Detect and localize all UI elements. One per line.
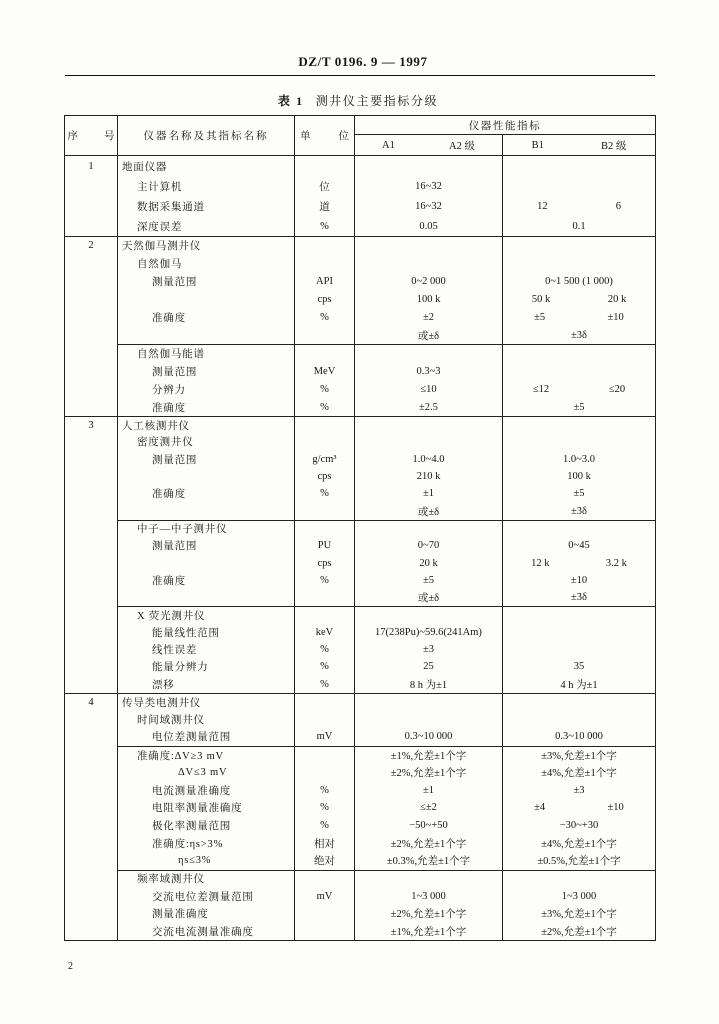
row-serial: [65, 658, 118, 675]
col-header-serial: 序号: [65, 116, 118, 155]
row-value-b: 1.0~3.0: [563, 453, 595, 465]
row-name: 能量线性范围: [118, 624, 295, 641]
row-unit: %: [295, 380, 355, 398]
row-unit: g/cm³: [295, 451, 355, 468]
row-name: 漂移: [118, 675, 295, 692]
row-value-a: 0~70: [355, 537, 503, 554]
row-value-a: ±2%,允差±1个字: [355, 905, 503, 923]
table-row: [65, 290, 655, 308]
row-value-b: 0~1 500 (1 000): [545, 275, 613, 287]
row-value-b: −30~+30: [559, 819, 599, 831]
row-value-b2: 20 k: [607, 293, 627, 305]
row-value-a: 20 k: [355, 554, 503, 571]
row-serial: [65, 433, 118, 450]
row-unit: PU: [295, 537, 355, 554]
row-value-a: 16~32: [355, 176, 503, 196]
table-body: [65, 156, 655, 940]
col-header-performance-label: 仪器性能指标: [355, 116, 655, 135]
row-serial: [65, 254, 118, 272]
row-value-a: 0.05: [355, 216, 503, 236]
table-row: [65, 764, 655, 782]
row-value-b: [503, 693, 655, 711]
row-value-b: [503, 308, 655, 326]
table-row: [65, 502, 655, 519]
row-unit: %: [295, 658, 355, 675]
row-serial: [65, 852, 118, 870]
row-serial: [65, 468, 118, 485]
row-name: 能量分辨力: [118, 658, 295, 675]
row-value-b: [503, 416, 655, 433]
row-value-b: [503, 641, 655, 658]
table-title: [0, 92, 716, 109]
row-unit: [295, 433, 355, 450]
table-row: [65, 176, 655, 196]
row-unit: cps: [295, 554, 355, 571]
table-row: [65, 834, 655, 852]
grade-a1-label: A1: [382, 139, 395, 151]
table-row: [65, 852, 655, 870]
row-name: 电阻率测量准确度: [118, 799, 295, 817]
col-header-grade-a: [355, 135, 503, 155]
grade-a2-label: A2 级: [448, 140, 475, 152]
row-value-a: ≤±2: [355, 799, 503, 817]
row-value-b2: ≤20: [608, 383, 626, 395]
table-caption: 测井仪主要指标分级: [315, 94, 439, 108]
row-name: 天然伽马测井仪: [118, 236, 295, 254]
row-name: 主计算机: [118, 176, 295, 196]
row-unit: [295, 746, 355, 764]
row-name: 准确度:ηs>3%: [118, 834, 295, 852]
row-value-a: ±2.5: [355, 398, 503, 416]
row-serial: [65, 520, 118, 537]
row-unit: cps: [295, 468, 355, 485]
row-name: [118, 554, 295, 571]
row-name: 极化率测量范围: [118, 817, 295, 835]
row-value-b: 0.1: [572, 220, 586, 232]
table-row: [65, 433, 655, 450]
table-row: [65, 196, 655, 216]
row-value-b1: 12 k: [531, 557, 550, 569]
table-row: [65, 485, 655, 502]
row-value-b: 100 k: [567, 471, 591, 483]
row-unit: %: [295, 799, 355, 817]
row-unit: keV: [295, 624, 355, 641]
row-name: 测量范围: [118, 451, 295, 468]
row-value-b: [503, 236, 655, 254]
row-name: 准确度:ΔV≥3 mV: [118, 746, 295, 764]
table-row: [65, 398, 655, 416]
row-value-b: [503, 176, 655, 196]
row-name: 准确度: [118, 485, 295, 502]
table-row: [65, 817, 655, 835]
row-value-b: ±3%,允差±1个字: [541, 909, 617, 921]
table-row: [65, 693, 655, 711]
row-serial: [65, 451, 118, 468]
col-header-grades: [355, 135, 655, 155]
row-name: 中子—中子测井仪: [118, 520, 295, 537]
row-unit: 相对: [295, 834, 355, 852]
table-row: [65, 451, 655, 468]
table-row: [65, 362, 655, 380]
row-value-a: [355, 606, 503, 623]
row-value-a: ±3: [355, 641, 503, 658]
table-number: 表 1: [277, 94, 304, 108]
row-value-a: [355, 156, 503, 176]
row-value-b: ±3δ: [571, 592, 587, 604]
row-value-a: 或±δ: [355, 326, 503, 344]
row-value-a: [355, 433, 503, 450]
row-unit: [295, 236, 355, 254]
row-serial: 1: [65, 156, 118, 176]
row-name: 电流测量准确度: [118, 781, 295, 799]
row-serial: [65, 344, 118, 362]
row-value-b: ±3: [573, 784, 585, 796]
row-serial: [65, 799, 118, 817]
row-value-a: ±5: [355, 572, 503, 589]
table-row: [65, 641, 655, 658]
row-name: 自然伽马能谱: [118, 344, 295, 362]
row-value-b2: 3.2 k: [605, 557, 627, 569]
row-value-a: 210 k: [355, 468, 503, 485]
row-value-b: ±3δ: [571, 329, 587, 341]
row-unit: [295, 870, 355, 888]
row-name: 准确度: [118, 572, 295, 589]
row-value-a: [355, 520, 503, 537]
row-value-b2: ±10: [607, 311, 624, 323]
table-row: [65, 326, 655, 344]
table-row: [65, 658, 655, 675]
row-value-a: ±1%,允差±1个字: [355, 923, 503, 941]
row-serial: [65, 362, 118, 380]
row-name: 交流电流测量准确度: [118, 923, 295, 941]
row-unit: [295, 589, 355, 606]
row-serial: [65, 308, 118, 326]
row-unit: mV: [295, 887, 355, 905]
row-serial: [65, 554, 118, 571]
table-row: [65, 923, 655, 941]
row-unit: %: [295, 675, 355, 692]
row-unit: API: [295, 272, 355, 290]
row-serial: 3: [65, 416, 118, 433]
table-row: [65, 272, 655, 290]
table-header: [65, 116, 655, 156]
row-value-a: [355, 710, 503, 728]
table-row: [65, 606, 655, 623]
table-row: [65, 416, 655, 433]
row-value-b1: 12: [537, 200, 548, 212]
header-rule: [65, 75, 655, 76]
row-unit: [295, 710, 355, 728]
table-row: [65, 254, 655, 272]
col-header-performance: [355, 116, 655, 155]
row-serial: [65, 380, 118, 398]
row-value-b: ±3δ: [571, 505, 587, 517]
table-row: [65, 156, 655, 176]
table-row: [65, 236, 655, 254]
row-value-b1: ±4: [534, 802, 546, 814]
row-unit: [295, 693, 355, 711]
row-name: 线性误差: [118, 641, 295, 658]
row-serial: [65, 728, 118, 746]
row-unit: %: [295, 308, 355, 326]
col-header-grade-b: [503, 135, 655, 155]
row-value-a: 0.3~10 000: [355, 728, 503, 746]
row-serial: [65, 485, 118, 502]
col-header-unit: 单位: [295, 116, 355, 155]
row-value-a: 8 h 为±1: [355, 675, 503, 692]
row-value-b: ±5: [573, 401, 585, 413]
row-serial: [65, 502, 118, 519]
grade-b2-label: B2 级: [601, 140, 627, 152]
row-unit: [295, 156, 355, 176]
row-value-b: [503, 380, 655, 398]
row-serial: [65, 905, 118, 923]
row-serial: 2: [65, 236, 118, 254]
table-row: [65, 308, 655, 326]
row-serial: 4: [65, 693, 118, 711]
row-name: [118, 468, 295, 485]
table-row: [65, 728, 655, 746]
row-value-a: [355, 254, 503, 272]
row-name: 电位差测量范围: [118, 728, 295, 746]
row-value-a: 0~2 000: [355, 272, 503, 290]
row-name: 准确度: [118, 308, 295, 326]
row-serial: [65, 589, 118, 606]
row-serial: [65, 710, 118, 728]
row-name: [118, 589, 295, 606]
row-serial: [65, 923, 118, 941]
row-serial: [65, 834, 118, 852]
row-unit: MeV: [295, 362, 355, 380]
row-name: 数据采集通道: [118, 196, 295, 216]
row-value-b: [503, 870, 655, 888]
row-value-b: ±3%,允差±1个字: [503, 746, 655, 764]
row-value-b: [503, 710, 655, 728]
row-unit: [295, 923, 355, 941]
row-serial: [65, 606, 118, 623]
row-value-b: [503, 433, 655, 450]
row-serial: [65, 624, 118, 641]
row-serial: [65, 887, 118, 905]
row-unit: [295, 326, 355, 344]
standard-number: DZ/T 0196. 9 — 1997: [298, 54, 428, 69]
row-name: 测量准确度: [118, 905, 295, 923]
row-value-b: 0~45: [568, 540, 590, 552]
row-unit: %: [295, 216, 355, 236]
row-name: 传导类电测井仪: [118, 693, 295, 711]
row-name: [118, 502, 295, 519]
row-unit: [295, 764, 355, 782]
row-unit: [295, 606, 355, 623]
row-value-a: ±1: [355, 485, 503, 502]
table-row: [65, 344, 655, 362]
row-serial: [65, 272, 118, 290]
row-name: 频率域测井仪: [118, 870, 295, 888]
row-value-a: ±1: [355, 781, 503, 799]
table-row: [65, 537, 655, 554]
row-value-b: [503, 520, 655, 537]
row-name: 自然伽马: [118, 254, 295, 272]
row-name: 密度测井仪: [118, 433, 295, 450]
row-name: 测量范围: [118, 537, 295, 554]
row-name: 分辨力: [118, 380, 295, 398]
row-serial: [65, 781, 118, 799]
grade-b1-label: B1: [531, 139, 544, 151]
row-value-a: 1~3 000: [355, 887, 503, 905]
row-value-b: ±5: [573, 488, 585, 500]
row-serial: [65, 817, 118, 835]
row-serial: [65, 398, 118, 416]
row-serial: [65, 537, 118, 554]
row-value-b: ±4%,允差±1个字: [541, 767, 617, 779]
table-row: [65, 675, 655, 692]
table-row: [65, 380, 655, 398]
row-serial: [65, 641, 118, 658]
table-row: [65, 468, 655, 485]
row-value-a: 0.3~3: [355, 362, 503, 380]
table-row: [65, 870, 655, 888]
row-value-a: 17(238Pu)~59.6(241Am): [355, 624, 503, 641]
row-value-b: 4 h 为±1: [560, 679, 598, 691]
row-value-a: ±2%,允差±1个字: [355, 764, 503, 782]
table-row: [65, 572, 655, 589]
table-row: [65, 887, 655, 905]
table-row: [65, 554, 655, 571]
row-name: 准确度: [118, 398, 295, 416]
row-unit: [295, 344, 355, 362]
row-value-b1: ≤12: [532, 383, 550, 395]
row-unit: 位: [295, 176, 355, 196]
row-name: 人工核测井仪: [118, 416, 295, 433]
table-row: [65, 520, 655, 537]
row-unit: mV: [295, 728, 355, 746]
row-unit: 绝对: [295, 852, 355, 870]
row-value-a: ±2: [355, 308, 503, 326]
row-value-b: [503, 156, 655, 176]
row-name: ΔV≤3 mV: [118, 764, 295, 782]
col-header-name: 仪器名称及其指标名称: [118, 116, 295, 155]
row-name: 时间域测井仪: [118, 710, 295, 728]
row-name: 测量范围: [118, 362, 295, 380]
row-serial: [65, 326, 118, 344]
row-value-b2: 6: [615, 200, 621, 212]
row-value-a: ±2%,允差±1个字: [355, 834, 503, 852]
row-value-b: [503, 254, 655, 272]
row-value-a: 25: [355, 658, 503, 675]
row-name: ηs≤3%: [118, 852, 295, 870]
table-row: [65, 710, 655, 728]
row-serial: [65, 870, 118, 888]
row-unit: [295, 502, 355, 519]
table-row: [65, 624, 655, 641]
row-value-b: [503, 196, 655, 216]
row-unit: %: [295, 641, 355, 658]
row-value-a: [355, 236, 503, 254]
table-row: [65, 216, 655, 236]
row-value-b: ±2%,允差±1个字: [541, 927, 617, 939]
row-value-a: 100 k: [355, 290, 503, 308]
row-unit: [295, 416, 355, 433]
row-value-a: [355, 870, 503, 888]
row-unit: %: [295, 817, 355, 835]
row-serial: [65, 216, 118, 236]
table-row: [65, 746, 655, 764]
row-name: [118, 326, 295, 344]
row-unit: %: [295, 572, 355, 589]
row-serial: [65, 675, 118, 692]
row-value-a: ≤10: [355, 380, 503, 398]
row-serial: [65, 176, 118, 196]
table-row: [65, 589, 655, 606]
row-serial: [65, 572, 118, 589]
row-value-b: [503, 554, 655, 571]
row-name: X 荧光测井仪: [118, 606, 295, 623]
row-serial: [65, 196, 118, 216]
row-value-b: ±10: [570, 574, 588, 586]
table-row: [65, 781, 655, 799]
row-unit: [295, 254, 355, 272]
row-name: 深度误差: [118, 216, 295, 236]
row-name: 地面仪器: [118, 156, 295, 176]
row-value-b: [503, 290, 655, 308]
row-value-a: 1.0~4.0: [355, 451, 503, 468]
table-row: [65, 905, 655, 923]
row-value-b: ±4%,允差±1个字: [541, 838, 617, 850]
row-value-b: 1~3 000: [561, 890, 597, 902]
row-name: 测量范围: [118, 272, 295, 290]
page-number: 2: [68, 961, 73, 972]
row-unit: 道: [295, 196, 355, 216]
row-value-b2: ±10: [607, 802, 624, 814]
row-value-b: 35: [573, 661, 585, 673]
row-serial: [65, 764, 118, 782]
row-value-a: −50~+50: [355, 817, 503, 835]
row-value-a: [355, 693, 503, 711]
row-unit: [295, 520, 355, 537]
row-value-b1: 50 k: [531, 293, 551, 305]
indicator-table: [64, 115, 656, 941]
row-value-b: [503, 606, 655, 623]
table-row: [65, 799, 655, 817]
row-value-b: [503, 624, 655, 641]
row-unit: %: [295, 485, 355, 502]
row-unit: [295, 905, 355, 923]
row-value-a: [355, 416, 503, 433]
row-unit: cps: [295, 290, 355, 308]
row-name: 交流电位差测量范围: [118, 887, 295, 905]
row-value-a: 或±δ: [355, 589, 503, 606]
row-unit: %: [295, 781, 355, 799]
row-value-b: ±0.5%,允差±1个字: [537, 856, 621, 868]
row-value-a: ±0.3%,允差±1个字: [355, 852, 503, 870]
row-value-a: 或±δ: [355, 502, 503, 519]
row-unit: %: [295, 398, 355, 416]
row-value-b: 0.3~10 000: [555, 731, 603, 743]
row-value-a: 16~32: [355, 196, 503, 216]
row-name: [118, 290, 295, 308]
row-serial: [65, 290, 118, 308]
row-value-a: [355, 344, 503, 362]
row-value-b: [503, 362, 655, 380]
row-value-b: [503, 799, 655, 817]
row-value-b1: ±5: [534, 311, 546, 323]
row-serial: [65, 746, 118, 764]
row-value-b: [503, 344, 655, 362]
row-value-a: ±1%,允差±1个字: [355, 746, 503, 764]
